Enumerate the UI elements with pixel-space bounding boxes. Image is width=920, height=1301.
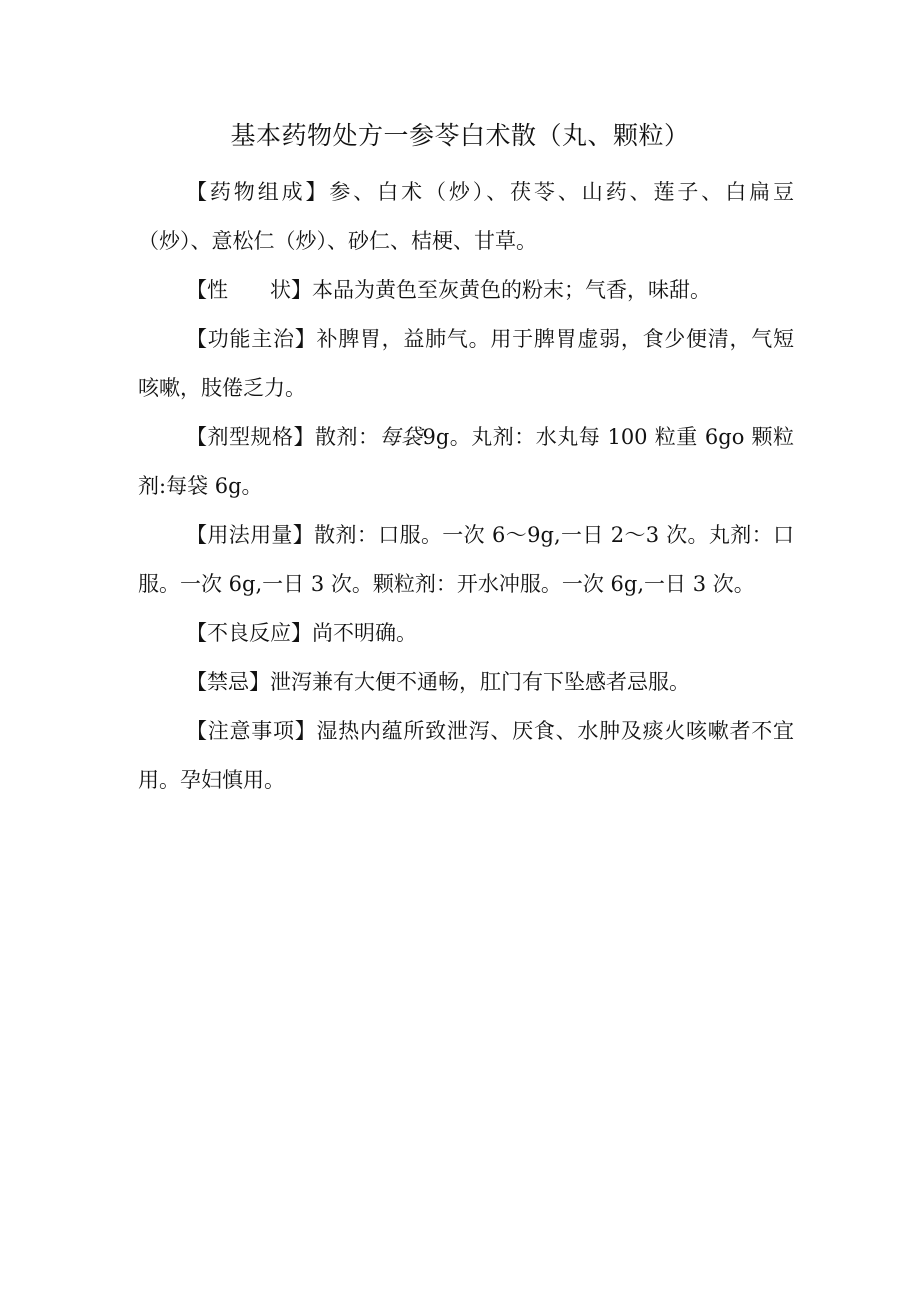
- section-adverse-reactions: [138, 609, 794, 658]
- section-label: 【功能主治】: [186, 327, 317, 351]
- document-body: [138, 168, 794, 805]
- section-label: 【注意事项】: [186, 719, 317, 743]
- section-label: 【禁忌】: [186, 670, 270, 694]
- section-indications: [138, 315, 794, 413]
- section-label: 【性 状】: [186, 278, 312, 302]
- section-label: 【剂型规格】: [186, 425, 315, 449]
- section-composition: [138, 168, 794, 266]
- section-usage: [138, 511, 794, 609]
- section-contraindications: [138, 658, 794, 707]
- document-title: 基本药物处方一参苓白术散（丸、颗粒）: [230, 121, 690, 150]
- section-precautions: [138, 707, 794, 805]
- section-label: 【药物组成】: [186, 180, 330, 204]
- section-label: 【不良反应】: [186, 621, 312, 645]
- section-text: 散剂：口服。一次 6～9g,一日 2～3 次。丸剂：口服。一次 6g,一日 3 次。颗粒剂：开水冲服。一次 6g,一日 3 次。: [138, 523, 794, 596]
- section-text: 泄泻兼有大便不通畅，肛门有下坠感者忌服。: [270, 670, 690, 694]
- section-text: 9g。丸剂：水丸每 100 粒重 6go 颗粒剂:每袋 6g。: [138, 425, 795, 498]
- section-text: 散剂：: [315, 425, 380, 449]
- section-text-italic: 每袋: [379, 425, 423, 449]
- section-text: 本品为黄色至灰黄色的粉末；气香，味甜。: [312, 278, 711, 302]
- section-dosage-forms: [138, 413, 794, 511]
- section-properties: [138, 266, 794, 315]
- section-text: 参、白术（炒）、茯苓、山药、莲子、白扁豆（炒）、意松仁（炒）、砂仁、桔梗、甘草。: [138, 180, 795, 253]
- section-text: 补脾胃，益肺气。用于脾胃虚弱，食少便清，气短咳嗽，肢倦乏力。: [138, 327, 795, 400]
- section-text: 湿热内蕴所致泄泻、厌食、水肿及痰火咳嗽者不宜用。孕妇慎用。: [138, 719, 795, 792]
- section-label: 【用法用量】: [186, 523, 315, 547]
- section-text: 尚不明确。: [312, 621, 417, 645]
